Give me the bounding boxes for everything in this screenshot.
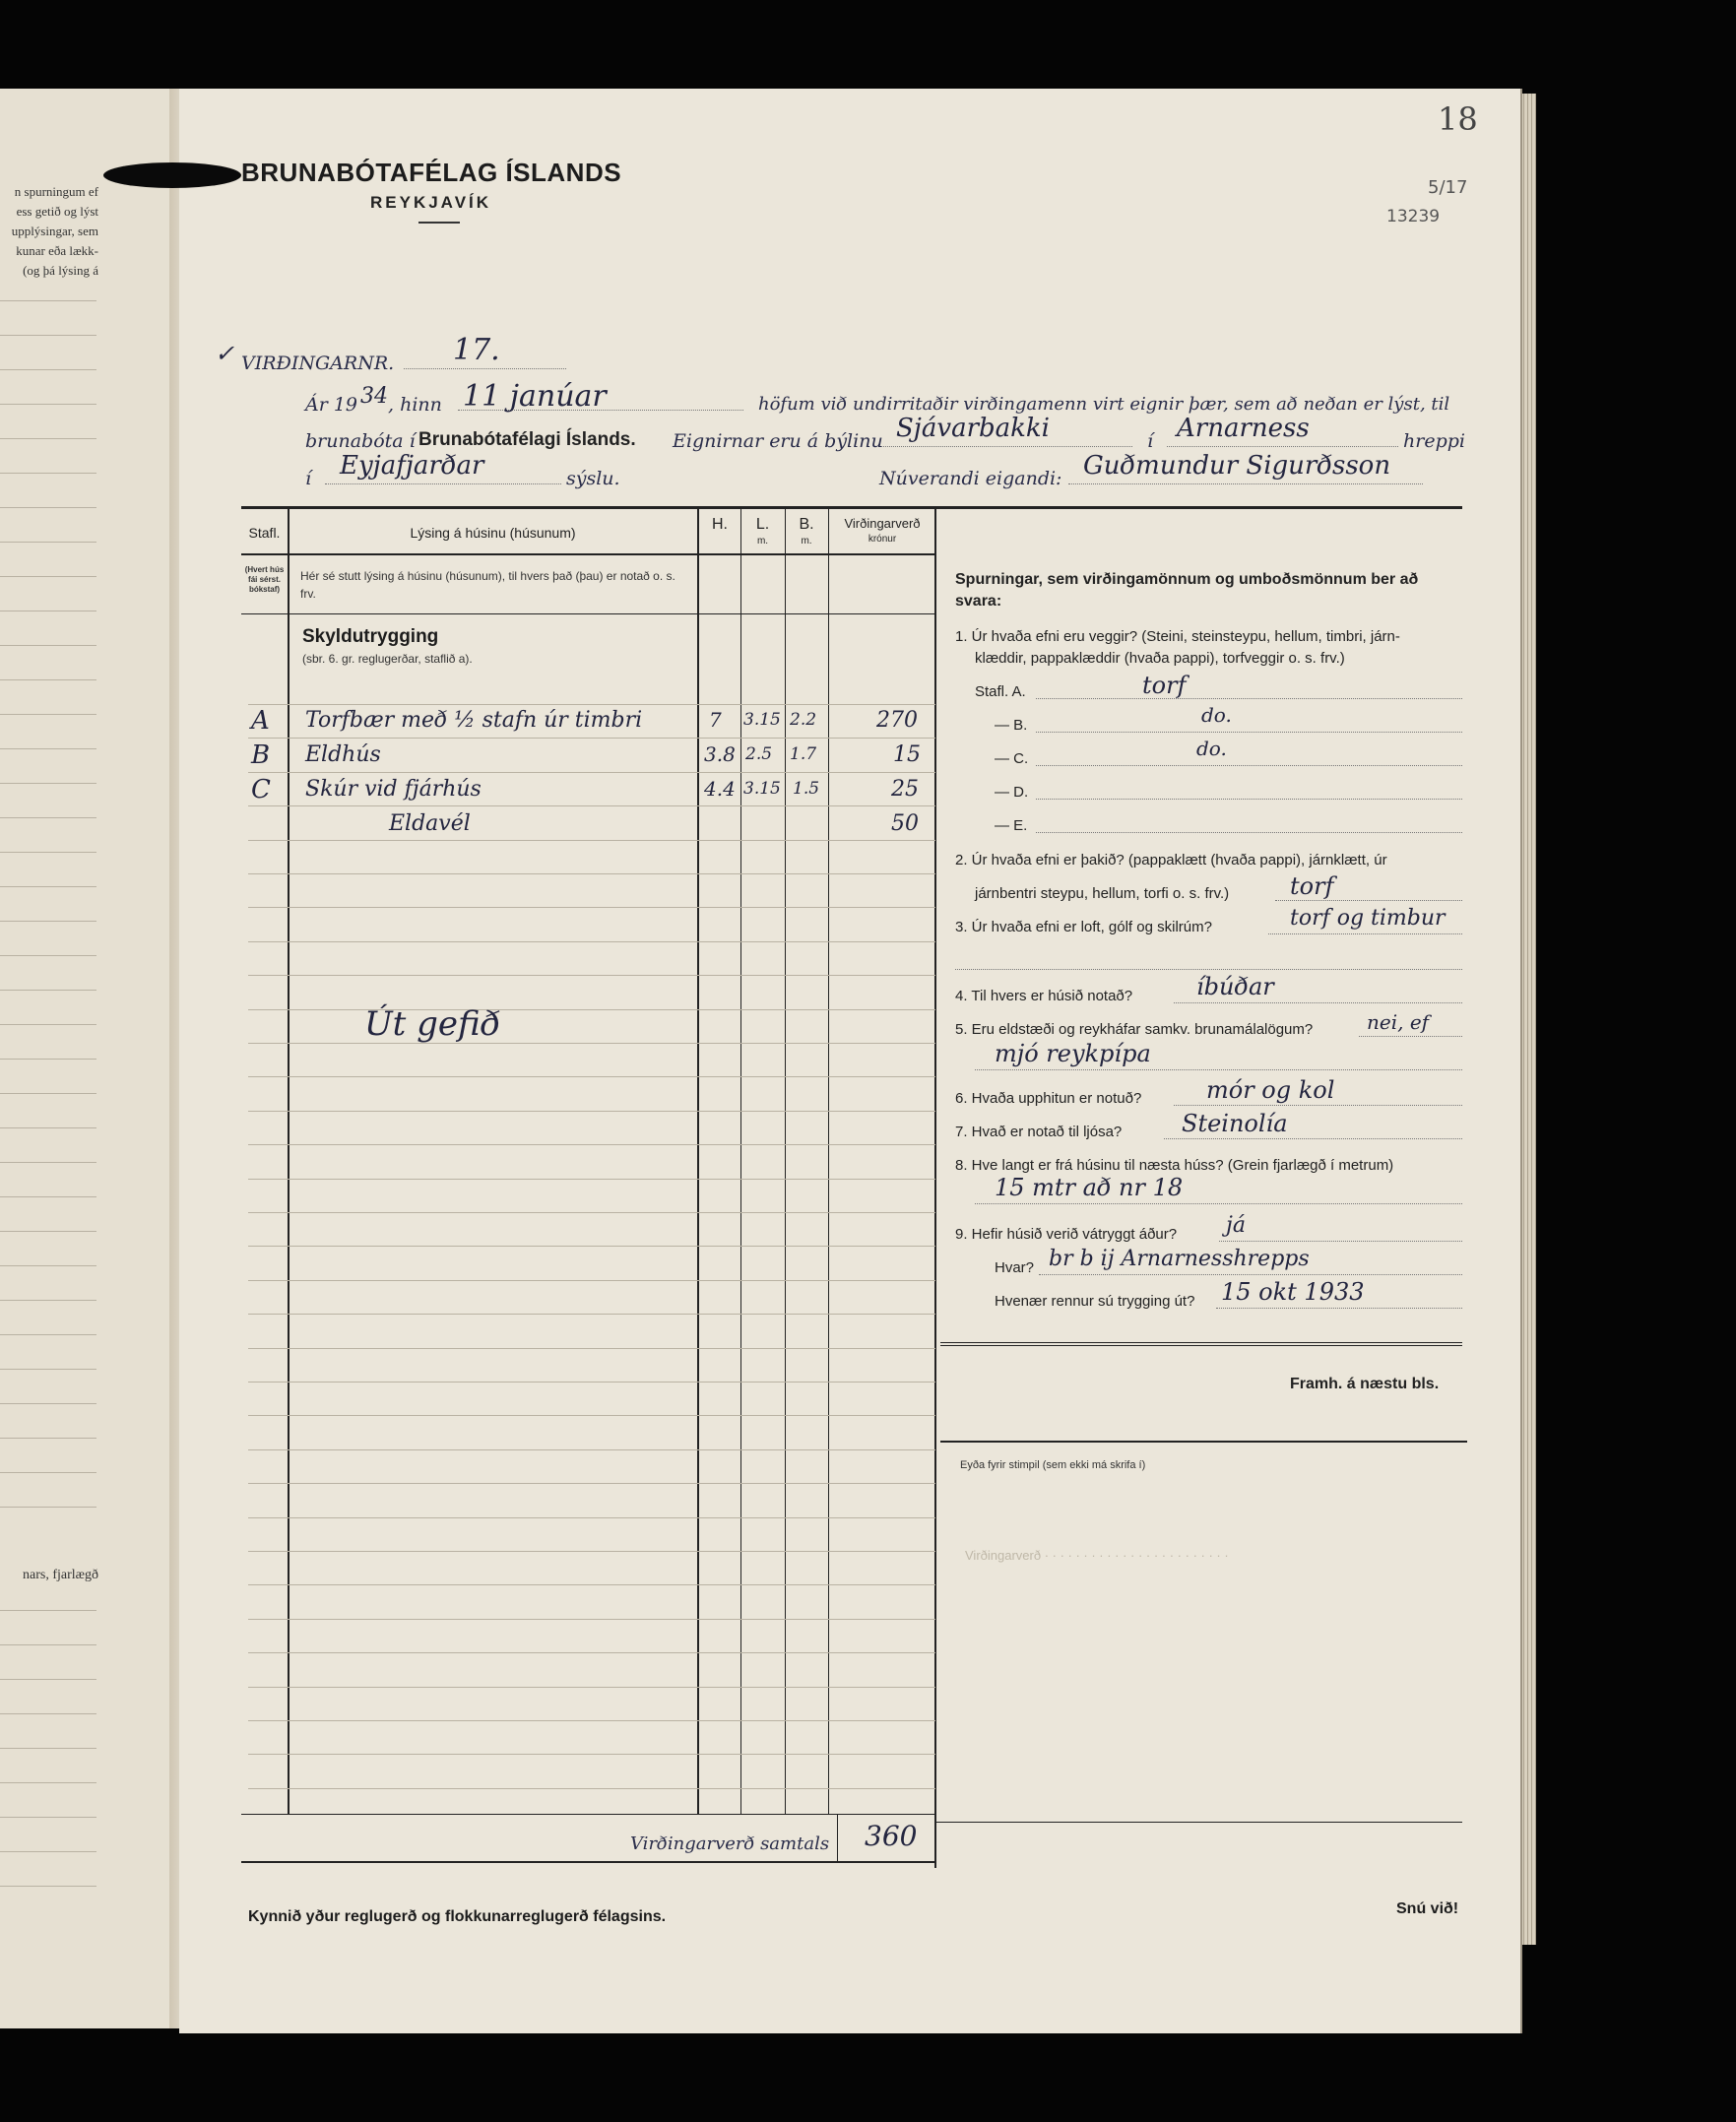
left-page-ruled-line bbox=[0, 1886, 96, 1887]
question-7: 7. Hvað er notað til ljósa? bbox=[955, 1124, 1123, 1140]
table-ruled-line bbox=[248, 1043, 935, 1044]
table-ruled-line bbox=[248, 1382, 935, 1383]
table-ruled-line bbox=[248, 907, 935, 908]
left-page-ruled-line bbox=[0, 507, 96, 508]
answer-9: já bbox=[1226, 1213, 1246, 1238]
table-top-rule bbox=[241, 506, 1462, 509]
stafl-b-line bbox=[1036, 732, 1462, 733]
left-page-ruled-line bbox=[0, 1059, 96, 1060]
i2-label: í bbox=[305, 468, 312, 489]
table-ruled-line bbox=[248, 941, 935, 942]
question-2b: járnbentri steypu, hellum, torfi o. s. frv.) bbox=[975, 885, 1230, 902]
question-9: 9. Hefir húsið verið vátryggt áður? bbox=[955, 1226, 1178, 1243]
hvar-line bbox=[1039, 1274, 1462, 1275]
col-unit-b: m. bbox=[801, 536, 812, 547]
col-header-h: H. bbox=[712, 516, 728, 533]
table-ruled-line bbox=[248, 1348, 935, 1349]
table-ruled-line bbox=[248, 1246, 935, 1247]
header-bottom-rule bbox=[241, 553, 935, 555]
left-page-ruled-line bbox=[0, 852, 96, 853]
left-page-text bbox=[0, 182, 98, 281]
left-page-ruled-line bbox=[0, 645, 96, 646]
table-ruled-line bbox=[248, 1652, 935, 1653]
table-ruled-line bbox=[248, 873, 935, 874]
left-fragment: ess getið og lýst bbox=[16, 204, 98, 219]
question-1b: klæddir, pappaklæddir (hvaða pappi), torfveggir o. s. frv.) bbox=[975, 650, 1345, 667]
title-underline bbox=[418, 222, 460, 224]
answer-1a: torf bbox=[1142, 672, 1187, 699]
form-title: BRUNABÓTAFÉLAG ÍSLANDS bbox=[241, 158, 622, 187]
framh-text: Framh. á næstu bls. bbox=[1290, 1376, 1440, 1392]
col-header-lysing: Lýsing á húsinu (húsunum) bbox=[410, 525, 576, 541]
question-1: 1. Úr hvaða efni eru veggir? (Steini, steinsteypu, hellum, timbri, járn- bbox=[955, 628, 1400, 645]
table-ruled-line bbox=[248, 1619, 935, 1620]
form-page bbox=[179, 89, 1522, 2033]
left-page-ruled-line bbox=[0, 1472, 96, 1473]
left-page-ruled-line bbox=[0, 1162, 96, 1163]
row-l: 4.4 bbox=[704, 777, 736, 801]
binding-mark bbox=[103, 162, 241, 188]
row-lysing: Skúr vid fjárhús bbox=[305, 777, 482, 802]
stafl-e-label: — E. bbox=[995, 817, 1028, 834]
stafl-d-label: — D. bbox=[995, 784, 1029, 801]
left-page-ruled-line bbox=[0, 1851, 96, 1852]
left-page-ruled-line bbox=[0, 1403, 96, 1404]
eigandi-label: Núverandi eigandi: bbox=[879, 468, 1062, 489]
table-ruled-line bbox=[248, 1584, 935, 1585]
virdingarnr-value: 17. bbox=[453, 333, 500, 367]
table-ruled-line bbox=[248, 1009, 935, 1010]
question-4: 4. Til hvers er húsið notað? bbox=[955, 988, 1133, 1004]
ar-value: 34 bbox=[360, 384, 388, 409]
row-h: 2.2 bbox=[790, 710, 817, 730]
table-ruled-line bbox=[248, 1212, 935, 1213]
questions-divider bbox=[940, 1342, 1462, 1343]
left-page-ruled-line bbox=[0, 404, 96, 405]
row-verd: 25 bbox=[891, 777, 919, 802]
total-divider bbox=[837, 1814, 838, 1861]
sysla-value: Eyjafjarðar bbox=[340, 451, 484, 481]
left-page-ruled-line bbox=[0, 1024, 96, 1025]
form-subtitle: REYKJAVÍK bbox=[370, 193, 492, 212]
answer-1b: do. bbox=[1201, 703, 1232, 727]
answer-8: 15 mtr að nr 18 bbox=[995, 1174, 1184, 1201]
left-page-ruled-line bbox=[0, 300, 96, 301]
left-fragment: upplýsingar, sem bbox=[11, 224, 98, 238]
row-b: 3.15 bbox=[743, 710, 781, 730]
col-header-verd: Virðingarverð bbox=[844, 516, 921, 531]
left-page-ruled-line bbox=[0, 1782, 96, 1783]
col-header-stafl: Stafl. bbox=[248, 525, 281, 541]
footer-right: Snú við! bbox=[1396, 1900, 1459, 1917]
table-bottom-rule bbox=[241, 1814, 935, 1815]
left-page-bottom-text: nars, fjarlægð bbox=[23, 1568, 98, 1582]
left-page-ruled-line bbox=[0, 817, 96, 818]
footer-left: Kynnið yður reglugerð og flokkunarreglugerð félagsins. bbox=[248, 1908, 667, 1925]
left-page-ruled-line bbox=[0, 1093, 96, 1094]
left-page-ruled-line bbox=[0, 1679, 96, 1680]
answer-7: Steinolía bbox=[1182, 1110, 1288, 1137]
table-ruled-line bbox=[248, 975, 935, 976]
syslu-label: sýslu. bbox=[566, 468, 620, 489]
table-ruled-line bbox=[248, 1449, 935, 1450]
left-page-ruled-line bbox=[0, 1334, 96, 1335]
stafl-a-label: Stafl. A. bbox=[975, 683, 1026, 700]
hreppi-label: hreppi bbox=[1403, 430, 1465, 452]
table-row bbox=[241, 773, 935, 806]
left-page-ruled-line bbox=[0, 1369, 96, 1370]
section-title: Skyldutrygging bbox=[302, 626, 439, 647]
table-ruled-line bbox=[248, 1720, 935, 1721]
bleed-through-text: Virðingarverð · · · · · · · · · · · · · · · · · · · · · · · · bbox=[965, 1548, 1229, 1563]
left-page-ruled-line bbox=[0, 714, 96, 715]
left-fragment: kunar eða lækk- bbox=[16, 243, 98, 258]
sysla-line bbox=[325, 483, 561, 484]
check-mark: ✓ bbox=[215, 340, 235, 367]
stamp-box-top bbox=[940, 1441, 1467, 1443]
table-note: Út gefið bbox=[364, 1004, 501, 1044]
left-page-ruled-line bbox=[0, 335, 96, 336]
corner-note: 5/17 bbox=[1428, 177, 1468, 198]
left-page-ruled-line bbox=[0, 921, 96, 922]
hreppur-value: Arnarness bbox=[1177, 414, 1310, 443]
row-verd: 15 bbox=[893, 742, 921, 767]
left-page-ruled-line bbox=[0, 1507, 96, 1508]
answer-3-line2 bbox=[955, 969, 1462, 970]
left-page-ruled-line bbox=[0, 1817, 96, 1818]
left-page-ruled-line bbox=[0, 542, 96, 543]
answer-2: torf bbox=[1290, 872, 1334, 900]
total-label: Virðingarverð samtals bbox=[630, 1833, 830, 1854]
col-unit-verd: krónur bbox=[868, 534, 897, 545]
hinn-label: , hinn bbox=[388, 394, 442, 416]
answer-5: nei, ef bbox=[1367, 1010, 1430, 1034]
left-page-ruled-line bbox=[0, 886, 96, 887]
answer-5-line bbox=[1359, 1036, 1462, 1037]
table-ruled-line bbox=[248, 1551, 935, 1552]
questions-title: Spurningar, sem virðingamönnum og umboðsmönnum ber að svara: bbox=[955, 571, 1419, 610]
answer-7-line bbox=[1164, 1138, 1462, 1139]
answer-1c: do. bbox=[1196, 737, 1227, 760]
answer-4-line bbox=[1174, 1002, 1462, 1003]
left-page-ruled-line bbox=[0, 1644, 96, 1645]
col-header-b: B. bbox=[799, 516, 814, 533]
question-2: 2. Úr hvaða efni er þakið? (pappaklætt (hvaða pappi), járnklætt, úr bbox=[955, 852, 1387, 868]
left-page-ruled-line bbox=[0, 473, 96, 474]
left-page-ruled-line bbox=[0, 438, 96, 439]
hvar-label: Hvar? bbox=[995, 1259, 1035, 1276]
question-8: 8. Hve langt er frá húsinu til næsta húss? (Grein fjarlægð í metrum) bbox=[955, 1157, 1394, 1174]
answer-8-line bbox=[975, 1203, 1462, 1204]
stafl-e-line bbox=[1036, 832, 1462, 833]
left-page-ruled-line bbox=[0, 1196, 96, 1197]
stafl-d-line bbox=[1036, 799, 1462, 800]
hint-bottom-rule bbox=[241, 613, 935, 614]
hint-lysing: Hér sé stutt lýsing á húsinu (húsunum), til hvers það (þau) er notað o. s. frv. bbox=[300, 569, 675, 601]
left-page-ruled-line bbox=[0, 1748, 96, 1749]
table-ruled-line bbox=[248, 1415, 935, 1416]
table-ruled-line bbox=[248, 1144, 935, 1145]
row-b: 2.5 bbox=[745, 744, 773, 764]
stafl-b-label: — B. bbox=[995, 717, 1028, 734]
virdingarnr-line bbox=[404, 368, 566, 369]
left-fragment: n spurningum ef bbox=[14, 184, 98, 199]
table-ruled-line bbox=[248, 1483, 935, 1484]
table-row bbox=[241, 807, 935, 841]
row-l: 3.8 bbox=[704, 742, 736, 766]
row-h: 1.5 bbox=[793, 779, 820, 799]
row-stafl: A bbox=[251, 706, 270, 736]
bylinu-label: Eignirnar eru á býlinu bbox=[673, 430, 883, 452]
hvenaer-label: Hvenær rennur sú trygging út? bbox=[995, 1293, 1195, 1310]
left-page-ruled-line bbox=[0, 1231, 96, 1232]
table-ruled-line bbox=[248, 1517, 935, 1518]
page-number: 18 bbox=[1438, 100, 1478, 138]
left-page-ruled-line bbox=[0, 1127, 96, 1128]
left-page-ruled-line bbox=[0, 1300, 96, 1301]
eigandi-line bbox=[1068, 483, 1423, 484]
row-stafl: B bbox=[251, 740, 271, 770]
answer-6-line bbox=[1174, 1105, 1462, 1106]
left-page-ruled-line bbox=[0, 1265, 96, 1266]
left-page-ruled-line bbox=[0, 679, 96, 680]
answer-9-line bbox=[1219, 1241, 1462, 1242]
answer-5-line2 bbox=[975, 1069, 1462, 1070]
question-3: 3. Úr hvaða efni er loft, gólf og skilrúm? bbox=[955, 919, 1212, 935]
table-ruled-line bbox=[248, 1687, 935, 1688]
eigandi-value: Guðmundur Sigurðsson bbox=[1083, 451, 1391, 481]
hint-stafl: (Hvert hús fái sérst. bókstaf) bbox=[244, 565, 285, 594]
total-value: 360 bbox=[865, 1820, 918, 1852]
ar-label: Ár 19 bbox=[305, 394, 358, 416]
row-verd: 270 bbox=[876, 708, 918, 733]
hreppur-line bbox=[1167, 446, 1398, 447]
i-label: í bbox=[1147, 430, 1154, 452]
questions-divider-2 bbox=[940, 1345, 1462, 1346]
hvenaer-line bbox=[1216, 1308, 1462, 1309]
table-row bbox=[241, 739, 935, 772]
table-ruled-line bbox=[248, 1111, 935, 1112]
stafl-a-line bbox=[1036, 698, 1462, 699]
table-row bbox=[241, 704, 935, 738]
left-page-ruled-line bbox=[0, 1713, 96, 1714]
question-6: 6. Hvaða upphitun er notuð? bbox=[955, 1090, 1142, 1107]
virdingarnr-label: VIRÐINGARNR. bbox=[241, 353, 395, 374]
brunabota-prefix: brunabóta í bbox=[305, 430, 416, 452]
row-stafl: C bbox=[251, 775, 271, 804]
table-ruled-line bbox=[248, 1179, 935, 1180]
row-b: 3.15 bbox=[743, 779, 781, 799]
line1-text: höfum við undirritaðir virðingamenn virt eignir þær, sem að neðan er lýst, til bbox=[758, 394, 1450, 415]
answer-9b: br b ij Arnarnesshrepps bbox=[1049, 1247, 1310, 1271]
row-l: 7 bbox=[709, 708, 722, 732]
left-page-ruled-line bbox=[0, 576, 96, 577]
left-page-ruled-line bbox=[0, 748, 96, 749]
answer-2-line bbox=[1275, 900, 1462, 901]
question-5: 5. Eru eldstæði og reykháfar samkv. brunamálalögum? bbox=[955, 1021, 1314, 1038]
row-verd: 50 bbox=[891, 811, 919, 836]
left-fragment: (og þá lýsing á bbox=[23, 263, 98, 278]
left-page-ruled-line bbox=[0, 990, 96, 991]
left-page-ruled-line bbox=[0, 1438, 96, 1439]
left-page-ruled-line bbox=[0, 955, 96, 956]
left-page-ruled-line bbox=[0, 783, 96, 784]
stafl-c-line bbox=[1036, 765, 1462, 766]
row-lysing: Eldavél bbox=[389, 811, 471, 836]
date-value: 11 janúar bbox=[463, 379, 607, 414]
col-header-l: L. bbox=[755, 516, 770, 533]
brunabota-company: Brunabótafélagi Íslands. bbox=[418, 429, 636, 450]
answer-9c: 15 okt 1933 bbox=[1221, 1278, 1365, 1306]
answer-3-line bbox=[1268, 933, 1462, 934]
bylinu-line bbox=[881, 446, 1132, 447]
corner-number: 13239 bbox=[1386, 207, 1441, 226]
col-unit-l: m. bbox=[756, 536, 769, 547]
table-ruled-line bbox=[248, 1754, 935, 1755]
table-ruled-line bbox=[248, 1314, 935, 1315]
table-ruled-line bbox=[248, 1788, 935, 1789]
section-subtitle: (sbr. 6. gr. reglugerðar, staflið a). bbox=[302, 652, 473, 666]
row-h: 1.7 bbox=[790, 744, 817, 764]
stafl-c-label: — C. bbox=[995, 750, 1029, 767]
answer-5b: mjó reykpípa bbox=[995, 1040, 1151, 1067]
left-page-ruled-line bbox=[0, 1610, 96, 1611]
table-ruled-line bbox=[248, 1076, 935, 1077]
answer-4: íbúðar bbox=[1196, 973, 1274, 1000]
answer-6: mór og kol bbox=[1206, 1076, 1335, 1104]
table-ruled-line bbox=[248, 1280, 935, 1281]
left-page-ruled-line bbox=[0, 369, 96, 370]
row-lysing: Eldhús bbox=[305, 742, 381, 767]
row-lysing: Torfbær með ½ stafn úr timbri bbox=[305, 708, 643, 733]
stamp-label: Eyða fyrir stimpil (sem ekki má skrifa í) bbox=[960, 1459, 1146, 1471]
total-bottom-rule bbox=[241, 1861, 935, 1863]
answer-3: torf og timbur bbox=[1290, 906, 1446, 931]
bylinu-value: Sjávarbakki bbox=[896, 414, 1050, 443]
right-bottom-rule bbox=[935, 1822, 1462, 1823]
